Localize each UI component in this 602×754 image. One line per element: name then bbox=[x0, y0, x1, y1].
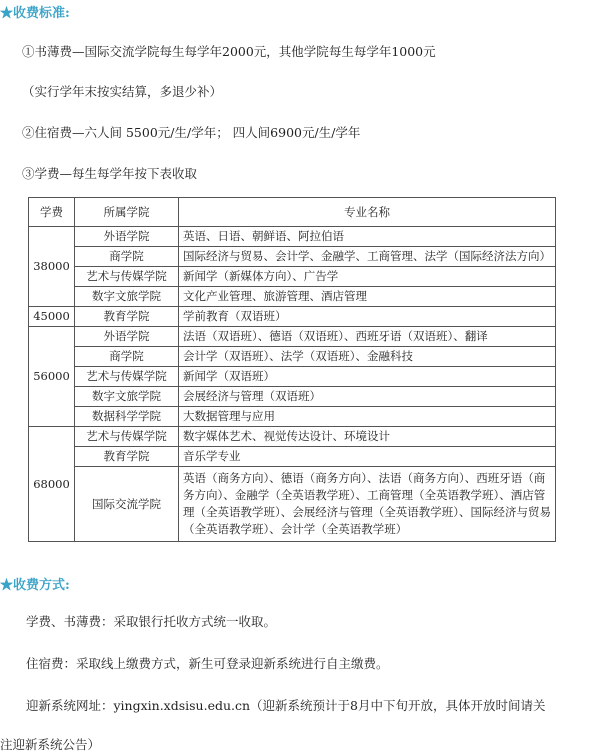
header-fee: 学费 bbox=[29, 198, 75, 227]
table-row bbox=[29, 367, 556, 387]
table-row bbox=[29, 447, 556, 467]
majors-cell: 数字媒体艺术、视觉传达设计、环境设计 bbox=[179, 427, 556, 447]
majors-cell: 法语（双语班）、德语（双语班）、西班牙语（双语班）、翻译 bbox=[179, 327, 556, 347]
college-cell: 艺术与传媒学院 bbox=[75, 427, 179, 447]
majors-cell: 大数据管理与应用 bbox=[179, 407, 556, 427]
majors-cell: 学前教育（双语班） bbox=[179, 307, 556, 327]
table-row bbox=[29, 407, 556, 427]
book-fee-line: ①书薄费—国际交流学院每生每学年2000元，其他学院每生每学年1000元 bbox=[22, 44, 436, 59]
fee-cell: 68000 bbox=[29, 427, 75, 542]
college-cell: 外语学院 bbox=[75, 227, 179, 247]
majors-cell: 会展经济与管理（双语班） bbox=[179, 387, 556, 407]
college-cell: 数字文旅学院 bbox=[75, 387, 179, 407]
accommodation-fee-line: ②住宿费—六人间 5500元/生/学年； 四人间6900元/生/学年 bbox=[22, 125, 361, 140]
majors-cell: 新闻学（新媒体方向）、广告学 bbox=[179, 267, 556, 287]
college-cell: 教育学院 bbox=[75, 307, 179, 327]
table-row bbox=[29, 227, 556, 247]
college-cell: 艺术与传媒学院 bbox=[75, 367, 179, 387]
fee-cell: 56000 bbox=[29, 327, 75, 427]
accommodation-payment-line: 住宿费：采取线上缴费方式，新生可登录迎新系统进行自主缴费。 bbox=[26, 656, 389, 671]
majors-cell: 音乐学专业 bbox=[179, 447, 556, 467]
enrollment-system-line-cont: 注迎新系统公告） bbox=[0, 737, 101, 752]
fee-standard-title: ★收费标准: bbox=[0, 6, 70, 21]
fee-method-title: ★收费方式: bbox=[0, 578, 70, 593]
college-cell: 国际交流学院 bbox=[75, 467, 179, 542]
table-row bbox=[29, 327, 556, 347]
header-majors: 专业名称 bbox=[179, 198, 556, 227]
header-college: 所属学院 bbox=[75, 198, 179, 227]
table-row bbox=[29, 427, 556, 447]
settlement-note: （实行学年末按实结算，多退少补） bbox=[22, 84, 223, 99]
college-cell: 数据科学学院 bbox=[75, 407, 179, 427]
table-header-row bbox=[29, 198, 556, 227]
college-cell: 外语学院 bbox=[75, 327, 179, 347]
college-cell: 艺术与传媒学院 bbox=[75, 267, 179, 287]
majors-cell: 新闻学（双语班） bbox=[179, 367, 556, 387]
table-row bbox=[29, 307, 556, 327]
table-row bbox=[29, 347, 556, 367]
college-cell: 商学院 bbox=[75, 347, 179, 367]
majors-cell: 文化产业管理、旅游管理、酒店管理 bbox=[179, 287, 556, 307]
table-row bbox=[29, 467, 556, 542]
tuition-payment-line: 学费、书薄费：采取银行托收方式统一收取。 bbox=[26, 614, 277, 629]
fee-cell: 45000 bbox=[29, 307, 75, 327]
table-row bbox=[29, 267, 556, 287]
table-row bbox=[29, 387, 556, 407]
table-row bbox=[29, 287, 556, 307]
fee-cell: 38000 bbox=[29, 227, 75, 307]
college-cell: 教育学院 bbox=[75, 447, 179, 467]
college-cell: 数字文旅学院 bbox=[75, 287, 179, 307]
enrollment-system-line: 迎新系统网址：yingxin.xdsisu.edu.cn（迎新系统预计于8月中下旬开放，具体开放时间请关 bbox=[26, 698, 546, 713]
majors-cell: 英语（商务方向）、德语（商务方向）、法语（商务方向）、西班牙语（商务方向）、金融学（全英语教学班）、工商管理（全英语教学班）、酒店管理（全英语教学班）、会展经济与管理（全英语教学班）、国际经济与贸易（全英语教学班）、会计学（全英语教学班） bbox=[179, 467, 556, 542]
tuition-fee-line: ③学费—每生每学年按下表收取 bbox=[22, 166, 198, 181]
majors-cell: 英语、日语、朝鲜语、阿拉伯语 bbox=[179, 227, 556, 247]
majors-cell: 国际经济与贸易、会计学、金融学、工商管理、法学（国际经济法方向） bbox=[179, 247, 556, 267]
tuition-table bbox=[28, 197, 556, 542]
table-row bbox=[29, 247, 556, 267]
majors-cell: 会计学（双语班）、法学（双语班）、金融科技 bbox=[179, 347, 556, 367]
college-cell: 商学院 bbox=[75, 247, 179, 267]
